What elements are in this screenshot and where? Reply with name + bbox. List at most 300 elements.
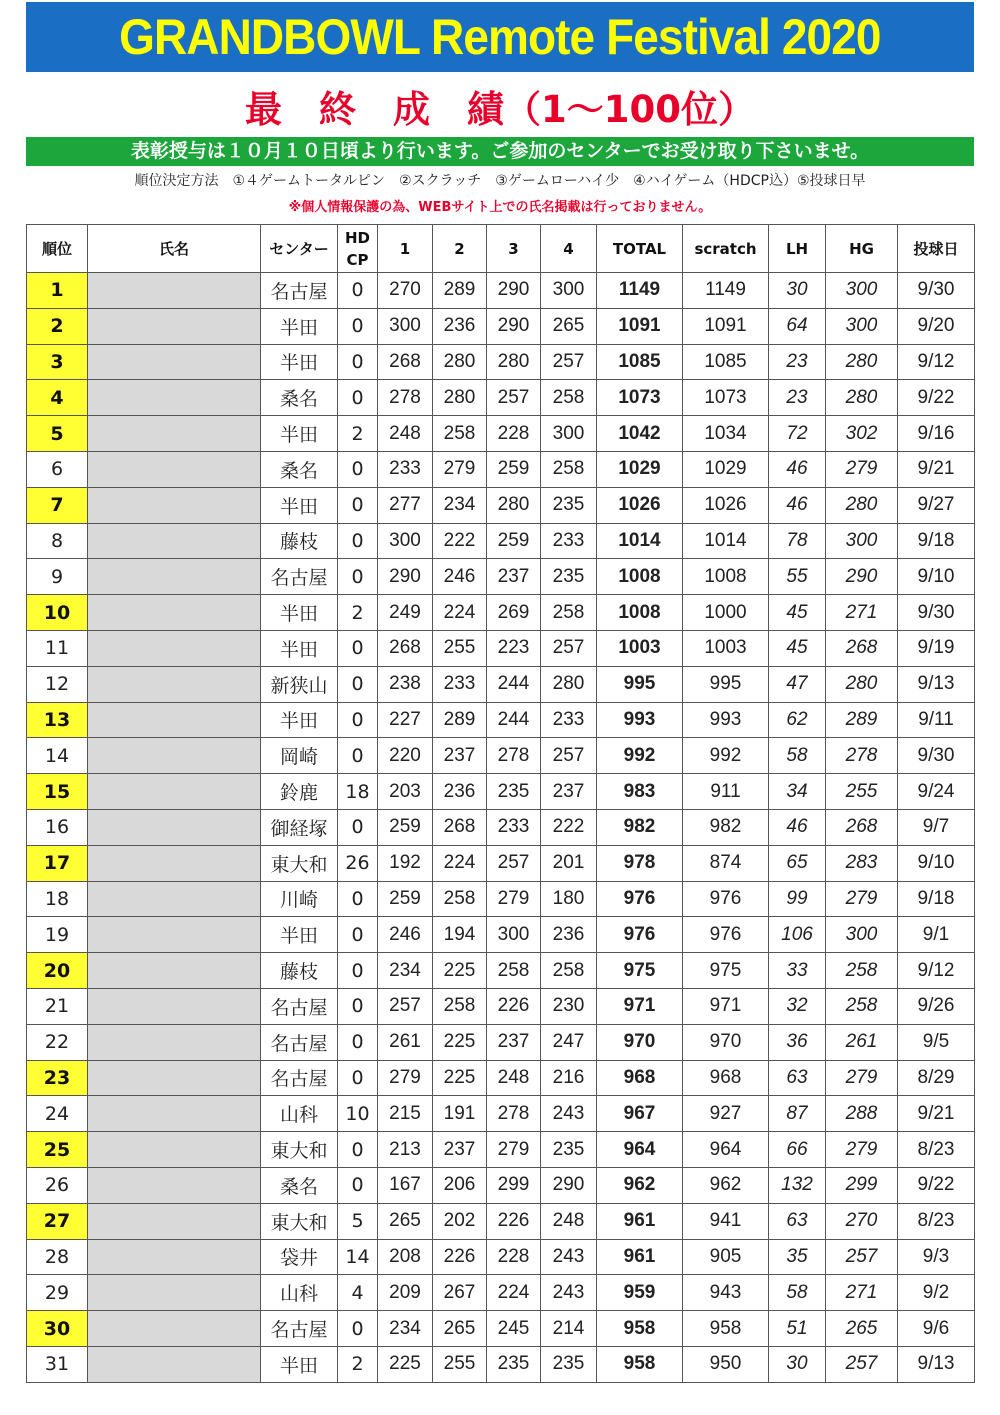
header-rank: 順位 bbox=[27, 225, 88, 273]
name-cell-redacted bbox=[88, 988, 261, 1024]
table-row bbox=[27, 1203, 975, 1239]
rank-cell: 31 bbox=[27, 1346, 88, 1382]
name-cell-redacted bbox=[88, 1024, 261, 1060]
total-cell: 961 bbox=[597, 1203, 683, 1239]
center-cell: 半田 bbox=[261, 595, 338, 631]
center-cell: 名古屋 bbox=[261, 1060, 338, 1096]
game-4-cell: 201 bbox=[541, 845, 597, 881]
table-row bbox=[27, 1132, 975, 1168]
center-cell: 名古屋 bbox=[261, 1024, 338, 1060]
game-4-cell: 235 bbox=[541, 487, 597, 523]
game-4-cell: 233 bbox=[541, 702, 597, 738]
game-2-cell: 224 bbox=[433, 595, 487, 631]
game-3-cell: 224 bbox=[487, 1275, 541, 1311]
rank-cell: 24 bbox=[27, 1096, 88, 1132]
game-1-cell: 268 bbox=[378, 344, 433, 380]
name-cell-redacted bbox=[88, 1203, 261, 1239]
final-results-heading: 最 終 成 績（1～100位） bbox=[245, 88, 755, 131]
table-row bbox=[27, 308, 975, 344]
high-game-cell: 279 bbox=[826, 451, 898, 487]
rank-cell: 12 bbox=[27, 666, 88, 702]
game-1-cell: 279 bbox=[378, 1060, 433, 1096]
game-4-cell: 290 bbox=[541, 1167, 597, 1203]
rank-cell: 16 bbox=[27, 809, 88, 845]
scratch-cell: 970 bbox=[683, 1024, 769, 1060]
date-cell: 9/13 bbox=[898, 666, 975, 702]
total-cell: 1026 bbox=[597, 487, 683, 523]
low-high-cell: 58 bbox=[769, 738, 826, 774]
table-row bbox=[27, 416, 975, 452]
high-game-cell: 280 bbox=[826, 487, 898, 523]
name-cell-redacted bbox=[88, 630, 261, 666]
name-cell-redacted bbox=[88, 523, 261, 559]
scratch-cell: 874 bbox=[683, 845, 769, 881]
game-2-cell: 258 bbox=[433, 416, 487, 452]
scratch-cell: 1008 bbox=[683, 559, 769, 595]
total-cell: 1008 bbox=[597, 559, 683, 595]
game-1-cell: 220 bbox=[378, 738, 433, 774]
low-high-cell: 45 bbox=[769, 630, 826, 666]
high-game-cell: 300 bbox=[826, 273, 898, 309]
center-cell: 桑名 bbox=[261, 451, 338, 487]
date-cell: 9/21 bbox=[898, 1096, 975, 1132]
date-cell: 9/20 bbox=[898, 308, 975, 344]
rank-cell: 18 bbox=[27, 881, 88, 917]
center-cell: 新狭山 bbox=[261, 666, 338, 702]
date-cell: 9/24 bbox=[898, 774, 975, 810]
game-3-cell: 244 bbox=[487, 702, 541, 738]
header-scratch: scratch bbox=[683, 225, 769, 273]
hdcp-cell: 0 bbox=[338, 344, 378, 380]
high-game-cell: 279 bbox=[826, 1060, 898, 1096]
game-2-cell: 267 bbox=[433, 1275, 487, 1311]
hdcp-cell: 5 bbox=[338, 1203, 378, 1239]
total-cell: 976 bbox=[597, 917, 683, 953]
game-1-cell: 270 bbox=[378, 273, 433, 309]
game-3-cell: 237 bbox=[487, 559, 541, 595]
table-row bbox=[27, 1311, 975, 1347]
game-2-cell: 225 bbox=[433, 953, 487, 989]
table-header-row bbox=[27, 225, 975, 273]
scratch-cell: 992 bbox=[683, 738, 769, 774]
game-2-cell: 222 bbox=[433, 523, 487, 559]
date-cell: 9/1 bbox=[898, 917, 975, 953]
date-cell: 8/23 bbox=[898, 1132, 975, 1168]
name-cell-redacted bbox=[88, 595, 261, 631]
center-cell: 桑名 bbox=[261, 380, 338, 416]
low-high-cell: 34 bbox=[769, 774, 826, 810]
name-cell-redacted bbox=[88, 881, 261, 917]
hdcp-cell: 0 bbox=[338, 308, 378, 344]
name-cell-redacted bbox=[88, 917, 261, 953]
total-cell: 961 bbox=[597, 1239, 683, 1275]
date-cell: 9/22 bbox=[898, 1167, 975, 1203]
game-4-cell: 258 bbox=[541, 595, 597, 631]
scratch-cell: 1029 bbox=[683, 451, 769, 487]
total-cell: 983 bbox=[597, 774, 683, 810]
name-cell-redacted bbox=[88, 416, 261, 452]
low-high-cell: 30 bbox=[769, 273, 826, 309]
rank-cell: 14 bbox=[27, 738, 88, 774]
game-3-cell: 278 bbox=[487, 1096, 541, 1132]
hdcp-cell: 0 bbox=[338, 273, 378, 309]
game-3-cell: 290 bbox=[487, 273, 541, 309]
game-2-cell: 236 bbox=[433, 308, 487, 344]
game-1-cell: 259 bbox=[378, 881, 433, 917]
center-cell: 半田 bbox=[261, 344, 338, 380]
hdcp-cell: 14 bbox=[338, 1239, 378, 1275]
scratch-cell: 1091 bbox=[683, 308, 769, 344]
hdcp-cell: 0 bbox=[338, 917, 378, 953]
game-3-cell: 280 bbox=[487, 344, 541, 380]
total-cell: 964 bbox=[597, 1132, 683, 1168]
game-4-cell: 237 bbox=[541, 774, 597, 810]
table-row bbox=[27, 845, 975, 881]
table-row bbox=[27, 702, 975, 738]
low-high-cell: 63 bbox=[769, 1203, 826, 1239]
low-high-cell: 132 bbox=[769, 1167, 826, 1203]
date-cell: 9/22 bbox=[898, 380, 975, 416]
header-hdcp-line1: HD bbox=[344, 228, 370, 247]
scratch-cell: 941 bbox=[683, 1203, 769, 1239]
game-4-cell: 257 bbox=[541, 630, 597, 666]
total-cell: 995 bbox=[597, 666, 683, 702]
rank-cell: 7 bbox=[27, 487, 88, 523]
hdcp-cell: 0 bbox=[338, 487, 378, 523]
game-2-cell: 280 bbox=[433, 344, 487, 380]
game-4-cell: 235 bbox=[541, 559, 597, 595]
total-cell: 975 bbox=[597, 953, 683, 989]
rank-cell: 3 bbox=[27, 344, 88, 380]
game-3-cell: 257 bbox=[487, 380, 541, 416]
rank-cell: 29 bbox=[27, 1275, 88, 1311]
rank-cell: 6 bbox=[27, 451, 88, 487]
scratch-cell: 995 bbox=[683, 666, 769, 702]
low-high-cell: 55 bbox=[769, 559, 826, 595]
rank-cell: 2 bbox=[27, 308, 88, 344]
game-4-cell: 247 bbox=[541, 1024, 597, 1060]
game-2-cell: 206 bbox=[433, 1167, 487, 1203]
game-2-cell: 202 bbox=[433, 1203, 487, 1239]
high-game-cell: 289 bbox=[826, 702, 898, 738]
game-4-cell: 230 bbox=[541, 988, 597, 1024]
low-high-cell: 99 bbox=[769, 881, 826, 917]
game-4-cell: 243 bbox=[541, 1096, 597, 1132]
game-1-cell: 300 bbox=[378, 308, 433, 344]
table-row bbox=[27, 487, 975, 523]
date-cell: 9/7 bbox=[898, 809, 975, 845]
scratch-cell: 927 bbox=[683, 1096, 769, 1132]
hdcp-cell: 2 bbox=[338, 595, 378, 631]
scratch-cell: 1073 bbox=[683, 380, 769, 416]
header-game-4: 4 bbox=[541, 225, 597, 273]
low-high-cell: 47 bbox=[769, 666, 826, 702]
scratch-cell: 982 bbox=[683, 809, 769, 845]
rank-cell: 27 bbox=[27, 1203, 88, 1239]
high-game-cell: 271 bbox=[826, 595, 898, 631]
header-low-high: LH bbox=[769, 225, 826, 273]
game-4-cell: 216 bbox=[541, 1060, 597, 1096]
date-cell: 9/19 bbox=[898, 630, 975, 666]
header-name: 氏名 bbox=[88, 225, 261, 273]
header-game-1: 1 bbox=[378, 225, 433, 273]
low-high-cell: 35 bbox=[769, 1239, 826, 1275]
total-cell: 1149 bbox=[597, 273, 683, 309]
rank-cell: 11 bbox=[27, 630, 88, 666]
rank-cell: 1 bbox=[27, 273, 88, 309]
table-row bbox=[27, 1024, 975, 1060]
high-game-cell: 268 bbox=[826, 630, 898, 666]
header-game-3: 3 bbox=[487, 225, 541, 273]
game-3-cell: 233 bbox=[487, 809, 541, 845]
center-cell: 袋井 bbox=[261, 1239, 338, 1275]
name-cell-redacted bbox=[88, 1132, 261, 1168]
scratch-cell: 968 bbox=[683, 1060, 769, 1096]
game-2-cell: 236 bbox=[433, 774, 487, 810]
low-high-cell: 32 bbox=[769, 988, 826, 1024]
rank-cell: 25 bbox=[27, 1132, 88, 1168]
hdcp-cell: 0 bbox=[338, 881, 378, 917]
game-4-cell: 243 bbox=[541, 1275, 597, 1311]
game-3-cell: 248 bbox=[487, 1060, 541, 1096]
total-cell: 959 bbox=[597, 1275, 683, 1311]
high-game-cell: 288 bbox=[826, 1096, 898, 1132]
high-game-cell: 261 bbox=[826, 1024, 898, 1060]
total-cell: 967 bbox=[597, 1096, 683, 1132]
total-cell: 992 bbox=[597, 738, 683, 774]
total-cell: 958 bbox=[597, 1346, 683, 1382]
game-4-cell: 235 bbox=[541, 1346, 597, 1382]
game-1-cell: 249 bbox=[378, 595, 433, 631]
game-4-cell: 258 bbox=[541, 953, 597, 989]
name-cell-redacted bbox=[88, 1239, 261, 1275]
center-cell: 名古屋 bbox=[261, 559, 338, 595]
low-high-cell: 46 bbox=[769, 809, 826, 845]
name-cell-redacted bbox=[88, 702, 261, 738]
high-game-cell: 300 bbox=[826, 308, 898, 344]
game-2-cell: 226 bbox=[433, 1239, 487, 1275]
name-cell-redacted bbox=[88, 1060, 261, 1096]
table-row bbox=[27, 595, 975, 631]
hdcp-cell: 0 bbox=[338, 738, 378, 774]
game-1-cell: 227 bbox=[378, 702, 433, 738]
date-cell: 8/23 bbox=[898, 1203, 975, 1239]
total-cell: 982 bbox=[597, 809, 683, 845]
game-2-cell: 246 bbox=[433, 559, 487, 595]
center-cell: 藤枝 bbox=[261, 523, 338, 559]
game-2-cell: 280 bbox=[433, 380, 487, 416]
high-game-cell: 300 bbox=[826, 917, 898, 953]
name-cell-redacted bbox=[88, 559, 261, 595]
game-1-cell: 203 bbox=[378, 774, 433, 810]
rank-cell: 4 bbox=[27, 380, 88, 416]
high-game-cell: 283 bbox=[826, 845, 898, 881]
center-cell: 藤枝 bbox=[261, 953, 338, 989]
name-cell-redacted bbox=[88, 1346, 261, 1382]
game-2-cell: 265 bbox=[433, 1311, 487, 1347]
name-cell-redacted bbox=[88, 487, 261, 523]
game-1-cell: 238 bbox=[378, 666, 433, 702]
game-1-cell: 192 bbox=[378, 845, 433, 881]
rank-cell: 19 bbox=[27, 917, 88, 953]
game-3-cell: 299 bbox=[487, 1167, 541, 1203]
scratch-cell: 976 bbox=[683, 917, 769, 953]
center-cell: 名古屋 bbox=[261, 1311, 338, 1347]
hdcp-cell: 0 bbox=[338, 523, 378, 559]
game-2-cell: 233 bbox=[433, 666, 487, 702]
scratch-cell: 1000 bbox=[683, 595, 769, 631]
low-high-cell: 46 bbox=[769, 451, 826, 487]
date-cell: 9/18 bbox=[898, 881, 975, 917]
table-row bbox=[27, 738, 975, 774]
game-2-cell: 289 bbox=[433, 702, 487, 738]
game-1-cell: 167 bbox=[378, 1167, 433, 1203]
high-game-cell: 280 bbox=[826, 344, 898, 380]
date-cell: 9/2 bbox=[898, 1275, 975, 1311]
game-3-cell: 279 bbox=[487, 1132, 541, 1168]
date-cell: 9/12 bbox=[898, 344, 975, 380]
game-3-cell: 259 bbox=[487, 523, 541, 559]
high-game-cell: 270 bbox=[826, 1203, 898, 1239]
total-cell: 1073 bbox=[597, 380, 683, 416]
high-game-cell: 278 bbox=[826, 738, 898, 774]
center-cell: 半田 bbox=[261, 630, 338, 666]
game-1-cell: 215 bbox=[378, 1096, 433, 1132]
name-cell-redacted bbox=[88, 1311, 261, 1347]
date-cell: 9/10 bbox=[898, 559, 975, 595]
game-2-cell: 237 bbox=[433, 738, 487, 774]
table-row bbox=[27, 988, 975, 1024]
high-game-cell: 255 bbox=[826, 774, 898, 810]
table-row bbox=[27, 1239, 975, 1275]
high-game-cell: 290 bbox=[826, 559, 898, 595]
rank-cell: 22 bbox=[27, 1024, 88, 1060]
scratch-cell: 971 bbox=[683, 988, 769, 1024]
hdcp-cell: 0 bbox=[338, 559, 378, 595]
game-4-cell: 222 bbox=[541, 809, 597, 845]
game-3-cell: 226 bbox=[487, 1203, 541, 1239]
game-2-cell: 225 bbox=[433, 1024, 487, 1060]
hdcp-cell: 4 bbox=[338, 1275, 378, 1311]
rank-cell: 5 bbox=[27, 416, 88, 452]
game-4-cell: 248 bbox=[541, 1203, 597, 1239]
game-2-cell: 255 bbox=[433, 1346, 487, 1382]
center-cell: 半田 bbox=[261, 487, 338, 523]
game-4-cell: 180 bbox=[541, 881, 597, 917]
total-cell: 1014 bbox=[597, 523, 683, 559]
header-center: センター bbox=[261, 225, 338, 273]
hdcp-cell: 0 bbox=[338, 1132, 378, 1168]
game-2-cell: 268 bbox=[433, 809, 487, 845]
total-cell: 958 bbox=[597, 1311, 683, 1347]
center-cell: 御経塚 bbox=[261, 809, 338, 845]
game-4-cell: 257 bbox=[541, 738, 597, 774]
game-1-cell: 278 bbox=[378, 380, 433, 416]
game-3-cell: 258 bbox=[487, 953, 541, 989]
game-4-cell: 258 bbox=[541, 451, 597, 487]
high-game-cell: 257 bbox=[826, 1239, 898, 1275]
date-cell: 9/5 bbox=[898, 1024, 975, 1060]
high-game-cell: 257 bbox=[826, 1346, 898, 1382]
scratch-cell: 1034 bbox=[683, 416, 769, 452]
table-row bbox=[27, 1346, 975, 1382]
low-high-cell: 106 bbox=[769, 917, 826, 953]
hdcp-cell: 10 bbox=[338, 1096, 378, 1132]
scratch-cell: 958 bbox=[683, 1311, 769, 1347]
center-cell: 川崎 bbox=[261, 881, 338, 917]
game-3-cell: 257 bbox=[487, 845, 541, 881]
high-game-cell: 268 bbox=[826, 809, 898, 845]
name-cell-redacted bbox=[88, 344, 261, 380]
low-high-cell: 30 bbox=[769, 1346, 826, 1382]
date-cell: 8/29 bbox=[898, 1060, 975, 1096]
hdcp-cell: 0 bbox=[338, 953, 378, 989]
table-row bbox=[27, 666, 975, 702]
table-row bbox=[27, 630, 975, 666]
game-1-cell: 209 bbox=[378, 1275, 433, 1311]
header-hdcp bbox=[338, 225, 378, 273]
center-cell: 桑名 bbox=[261, 1167, 338, 1203]
game-4-cell: 235 bbox=[541, 1132, 597, 1168]
table-row bbox=[27, 344, 975, 380]
results-table bbox=[26, 224, 975, 1383]
rank-cell: 21 bbox=[27, 988, 88, 1024]
scratch-cell: 962 bbox=[683, 1167, 769, 1203]
game-1-cell: 213 bbox=[378, 1132, 433, 1168]
center-cell: 岡崎 bbox=[261, 738, 338, 774]
total-cell: 1085 bbox=[597, 344, 683, 380]
rank-cell: 28 bbox=[27, 1239, 88, 1275]
table-row bbox=[27, 1275, 975, 1311]
high-game-cell: 279 bbox=[826, 1132, 898, 1168]
header-hdcp-line2: CP bbox=[346, 250, 369, 269]
high-game-cell: 271 bbox=[826, 1275, 898, 1311]
name-cell-redacted bbox=[88, 809, 261, 845]
low-high-cell: 66 bbox=[769, 1132, 826, 1168]
rank-cell: 23 bbox=[27, 1060, 88, 1096]
game-3-cell: 237 bbox=[487, 1024, 541, 1060]
game-1-cell: 268 bbox=[378, 630, 433, 666]
low-high-cell: 63 bbox=[769, 1060, 826, 1096]
game-1-cell: 246 bbox=[378, 917, 433, 953]
rank-cell: 26 bbox=[27, 1167, 88, 1203]
total-cell: 978 bbox=[597, 845, 683, 881]
low-high-cell: 65 bbox=[769, 845, 826, 881]
table-row bbox=[27, 1167, 975, 1203]
name-cell-redacted bbox=[88, 380, 261, 416]
hdcp-cell: 0 bbox=[338, 702, 378, 738]
table-row bbox=[27, 774, 975, 810]
game-3-cell: 226 bbox=[487, 988, 541, 1024]
scratch-cell: 1026 bbox=[683, 487, 769, 523]
game-1-cell: 234 bbox=[378, 1311, 433, 1347]
game-2-cell: 258 bbox=[433, 881, 487, 917]
header-high-game: HG bbox=[826, 225, 898, 273]
game-4-cell: 243 bbox=[541, 1239, 597, 1275]
rank-cell: 20 bbox=[27, 953, 88, 989]
low-high-cell: 33 bbox=[769, 953, 826, 989]
game-3-cell: 269 bbox=[487, 595, 541, 631]
hdcp-cell: 0 bbox=[338, 451, 378, 487]
game-4-cell: 280 bbox=[541, 666, 597, 702]
total-cell: 971 bbox=[597, 988, 683, 1024]
hdcp-cell: 0 bbox=[338, 1311, 378, 1347]
game-3-cell: 244 bbox=[487, 666, 541, 702]
date-cell: 9/30 bbox=[898, 273, 975, 309]
high-game-cell: 299 bbox=[826, 1167, 898, 1203]
game-3-cell: 279 bbox=[487, 881, 541, 917]
center-cell: 山科 bbox=[261, 1275, 338, 1311]
